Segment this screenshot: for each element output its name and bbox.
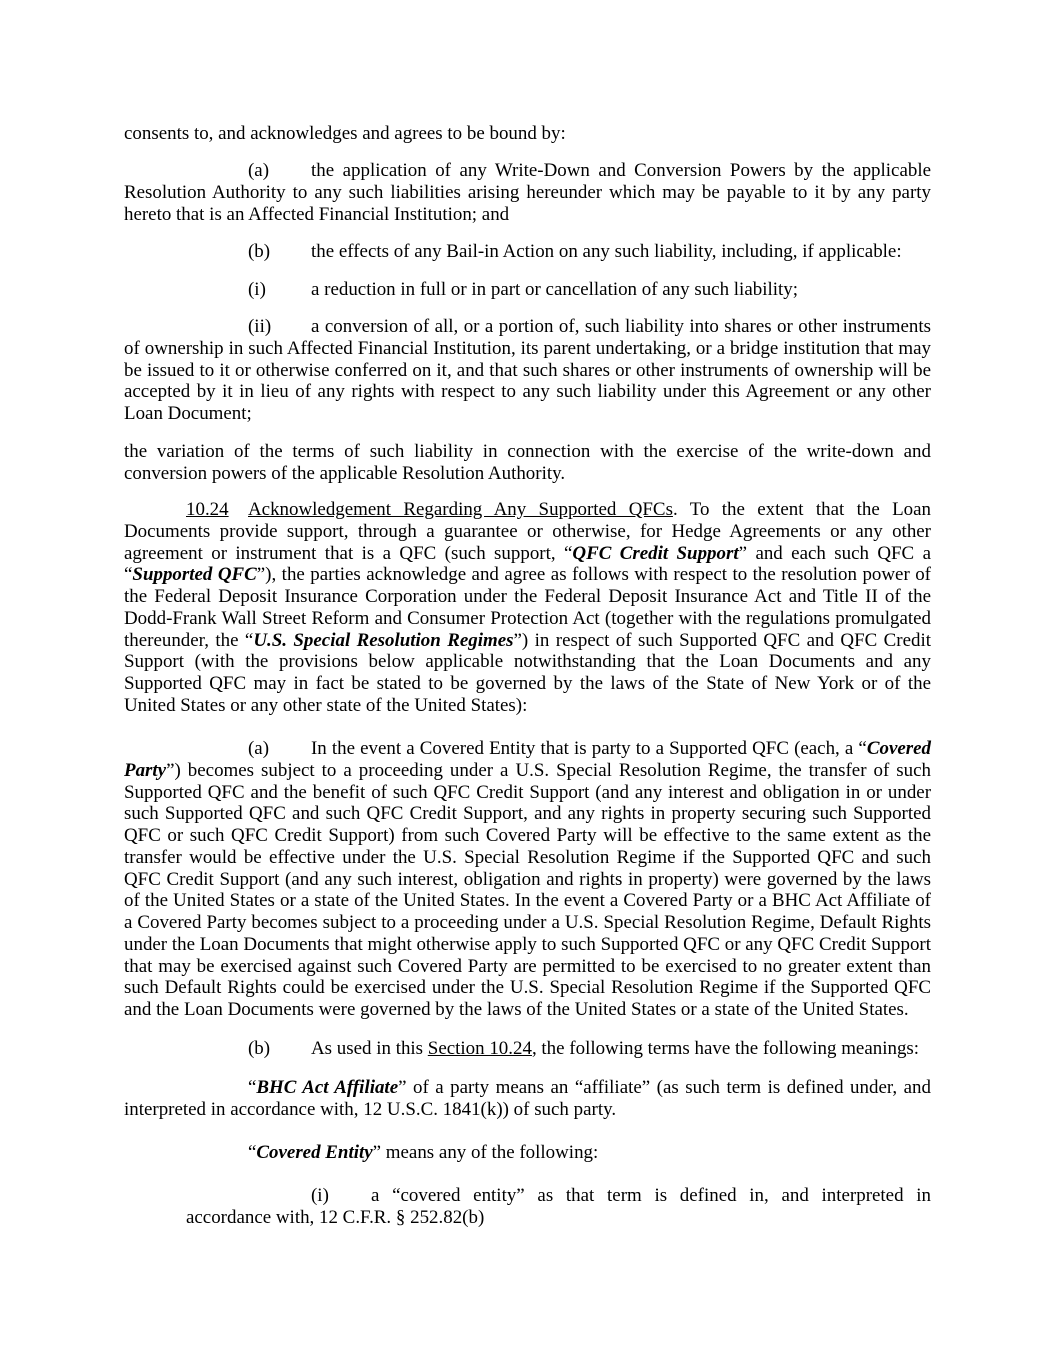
- defined-term-covered-entity: Covered Entity: [256, 1142, 373, 1163]
- paragraph-intro: [124, 123, 931, 145]
- paragraph-item-b-ii: [124, 316, 931, 425]
- definition-bhc-act-affiliate: [124, 1077, 931, 1121]
- item-b-i-text: a reduction in full or in part or cancellation of any such liability;: [311, 279, 798, 300]
- paragraph-variation: [124, 441, 931, 485]
- item-b-ii-text: a conversion of all, or a portion of, such liability into shares or other instruments of ownership in such Affected Financial Institution, its parent undertaking, or a bridge institution that may be issued to it or otherwise conferred on it, and that such shares or other instruments of ownership will be accepted by it in lieu of any rights with respect to any such liability under this Agreement or any other Loan Document;: [124, 316, 931, 425]
- section-text: ” and each such QFC a “: [124, 542, 931, 586]
- paragraph-item-b: [124, 241, 931, 263]
- paragraph-item-a: [124, 160, 931, 225]
- sub-b-text: As used in this: [311, 1038, 428, 1059]
- variation-text: the variation of the terms of such liability in connection with the exercise of the write-down and conversion powers of the applicable Resolution Authority.: [124, 441, 931, 484]
- paragraph-item-b-i: [124, 279, 931, 301]
- sub-a-text: ”) becomes subject to a proceeding under a U.S. Special Resolution Regime, the transfer of such Supported QFC and the benefit of such QFC Credit Support (and any interest and obligation in or under such Supported QFC and such QFC Credit Support, and any rights in property securing such Supported QFC or such QFC Credit Support) from such Covered Party will be effective to the same extent as the transfer would be effective under the U.S. Special Resolution Regime if the Supported QFC and such QFC Credit Support (and any such interest, obligation and rights in property) were governed by the laws of the United States or a state of the United States. In the event a Covered Party or a BHC Act Affiliate of a Covered Party becomes subject to a proceeding under a U.S. Special Resolution Regime, Default Rights under the Loan Documents that might otherwise apply to such Supported QFC or any QFC Credit Support that may be exercised against such Covered Party are permitted to be exercised to no greater extent than such Default Rights could be exercised under the U.S. Special Resolution Regime if the Supported QFC and the Loan Documents were governed by the laws of the United States or a state of the United States.: [124, 759, 931, 1021]
- item-b-label: (b): [248, 241, 271, 262]
- definition-covered-entity: [124, 1142, 931, 1164]
- section-text: . To the extent that the Loan Documents provide support, through a guarantee or otherwise, for Hedge Agreements or any other agreement or instrument that is a QFC (such support, “: [124, 499, 931, 564]
- definition-covered-entity-item-i: [186, 1185, 931, 1229]
- item-b-text: the effects of any Bail-in Action on any such liability, including, if applicable:: [311, 241, 902, 262]
- item-b-ii-label: (ii): [248, 316, 272, 337]
- intro-text: consents to, and acknowledges and agrees to be bound by:: [124, 123, 566, 144]
- paragraph-sub-a: [124, 738, 931, 1021]
- section-number: 10.24: [186, 499, 229, 520]
- item-b-i-label: (i): [248, 279, 266, 300]
- def-ce-i-text: a “covered entity” as that term is defined in, and interpreted in accordance with, 12 C.F.R. § 252.82(b): [186, 1185, 931, 1228]
- section-10-24: [124, 499, 931, 717]
- defined-term-covered-party: Covered Party: [124, 738, 931, 781]
- section-heading: Acknowledgement Regarding Any Supported QFCs: [248, 499, 673, 520]
- defined-term-bhc-act-affiliate: BHC Act Affiliate: [256, 1077, 399, 1098]
- section-cross-reference: Section 10.24: [427, 1038, 532, 1059]
- section-text: ”), the parties acknowledge and agree as follows with respect to the resolution power of the Federal Deposit Insurance Corporation under the Federal Deposit Insurance Act and Title II of the Dodd-Frank Wall Street Reform and Consumer Protection Act (together with the regulations promulgated thereunder, the “: [124, 564, 931, 651]
- def-ce-i-label: (i): [311, 1185, 329, 1206]
- defined-term-us-special-resolution-regimes: U.S. Special Resolution Regimes: [253, 629, 514, 651]
- section-text: ”) in respect of such Supported QFC and QFC Credit Support (with the provisions below applicable notwithstanding that the Loan Documents and any Supported QFC may in fact be stated to be governed by the laws of the State of New York or of the United States or any other state of the United States):: [124, 629, 931, 716]
- sub-a-label: (a): [248, 738, 270, 759]
- item-a-text: the application of any Write-Down and Conversion Powers by the applicable Resolution Authority to any such liabilities arising hereunder which may be payable to it by any party hereto that is an Affected Financial Institution; and: [124, 160, 931, 225]
- open-quote: “: [248, 1077, 257, 1098]
- defined-term-supported-qfc: Supported QFC: [132, 564, 257, 586]
- sub-b-text: , the following terms have the following meanings:: [531, 1038, 920, 1059]
- open-quote: “: [248, 1142, 257, 1163]
- paragraph-sub-b: [124, 1038, 931, 1060]
- defined-term-qfc-credit-support: QFC Credit Support: [572, 542, 739, 564]
- sub-a-text: In the event a Covered Entity that is party to a Supported QFC (each, a “: [311, 738, 867, 759]
- sub-b-label: (b): [248, 1038, 271, 1059]
- definition-text: ” means any of the following:: [372, 1142, 599, 1163]
- definition-text: ” of a party means an “affiliate” (as such term is defined under, and interpreted in accordance with, 12 U.S.C. 1841(k)) of such party.: [124, 1077, 931, 1120]
- item-a-label: (a): [248, 160, 270, 181]
